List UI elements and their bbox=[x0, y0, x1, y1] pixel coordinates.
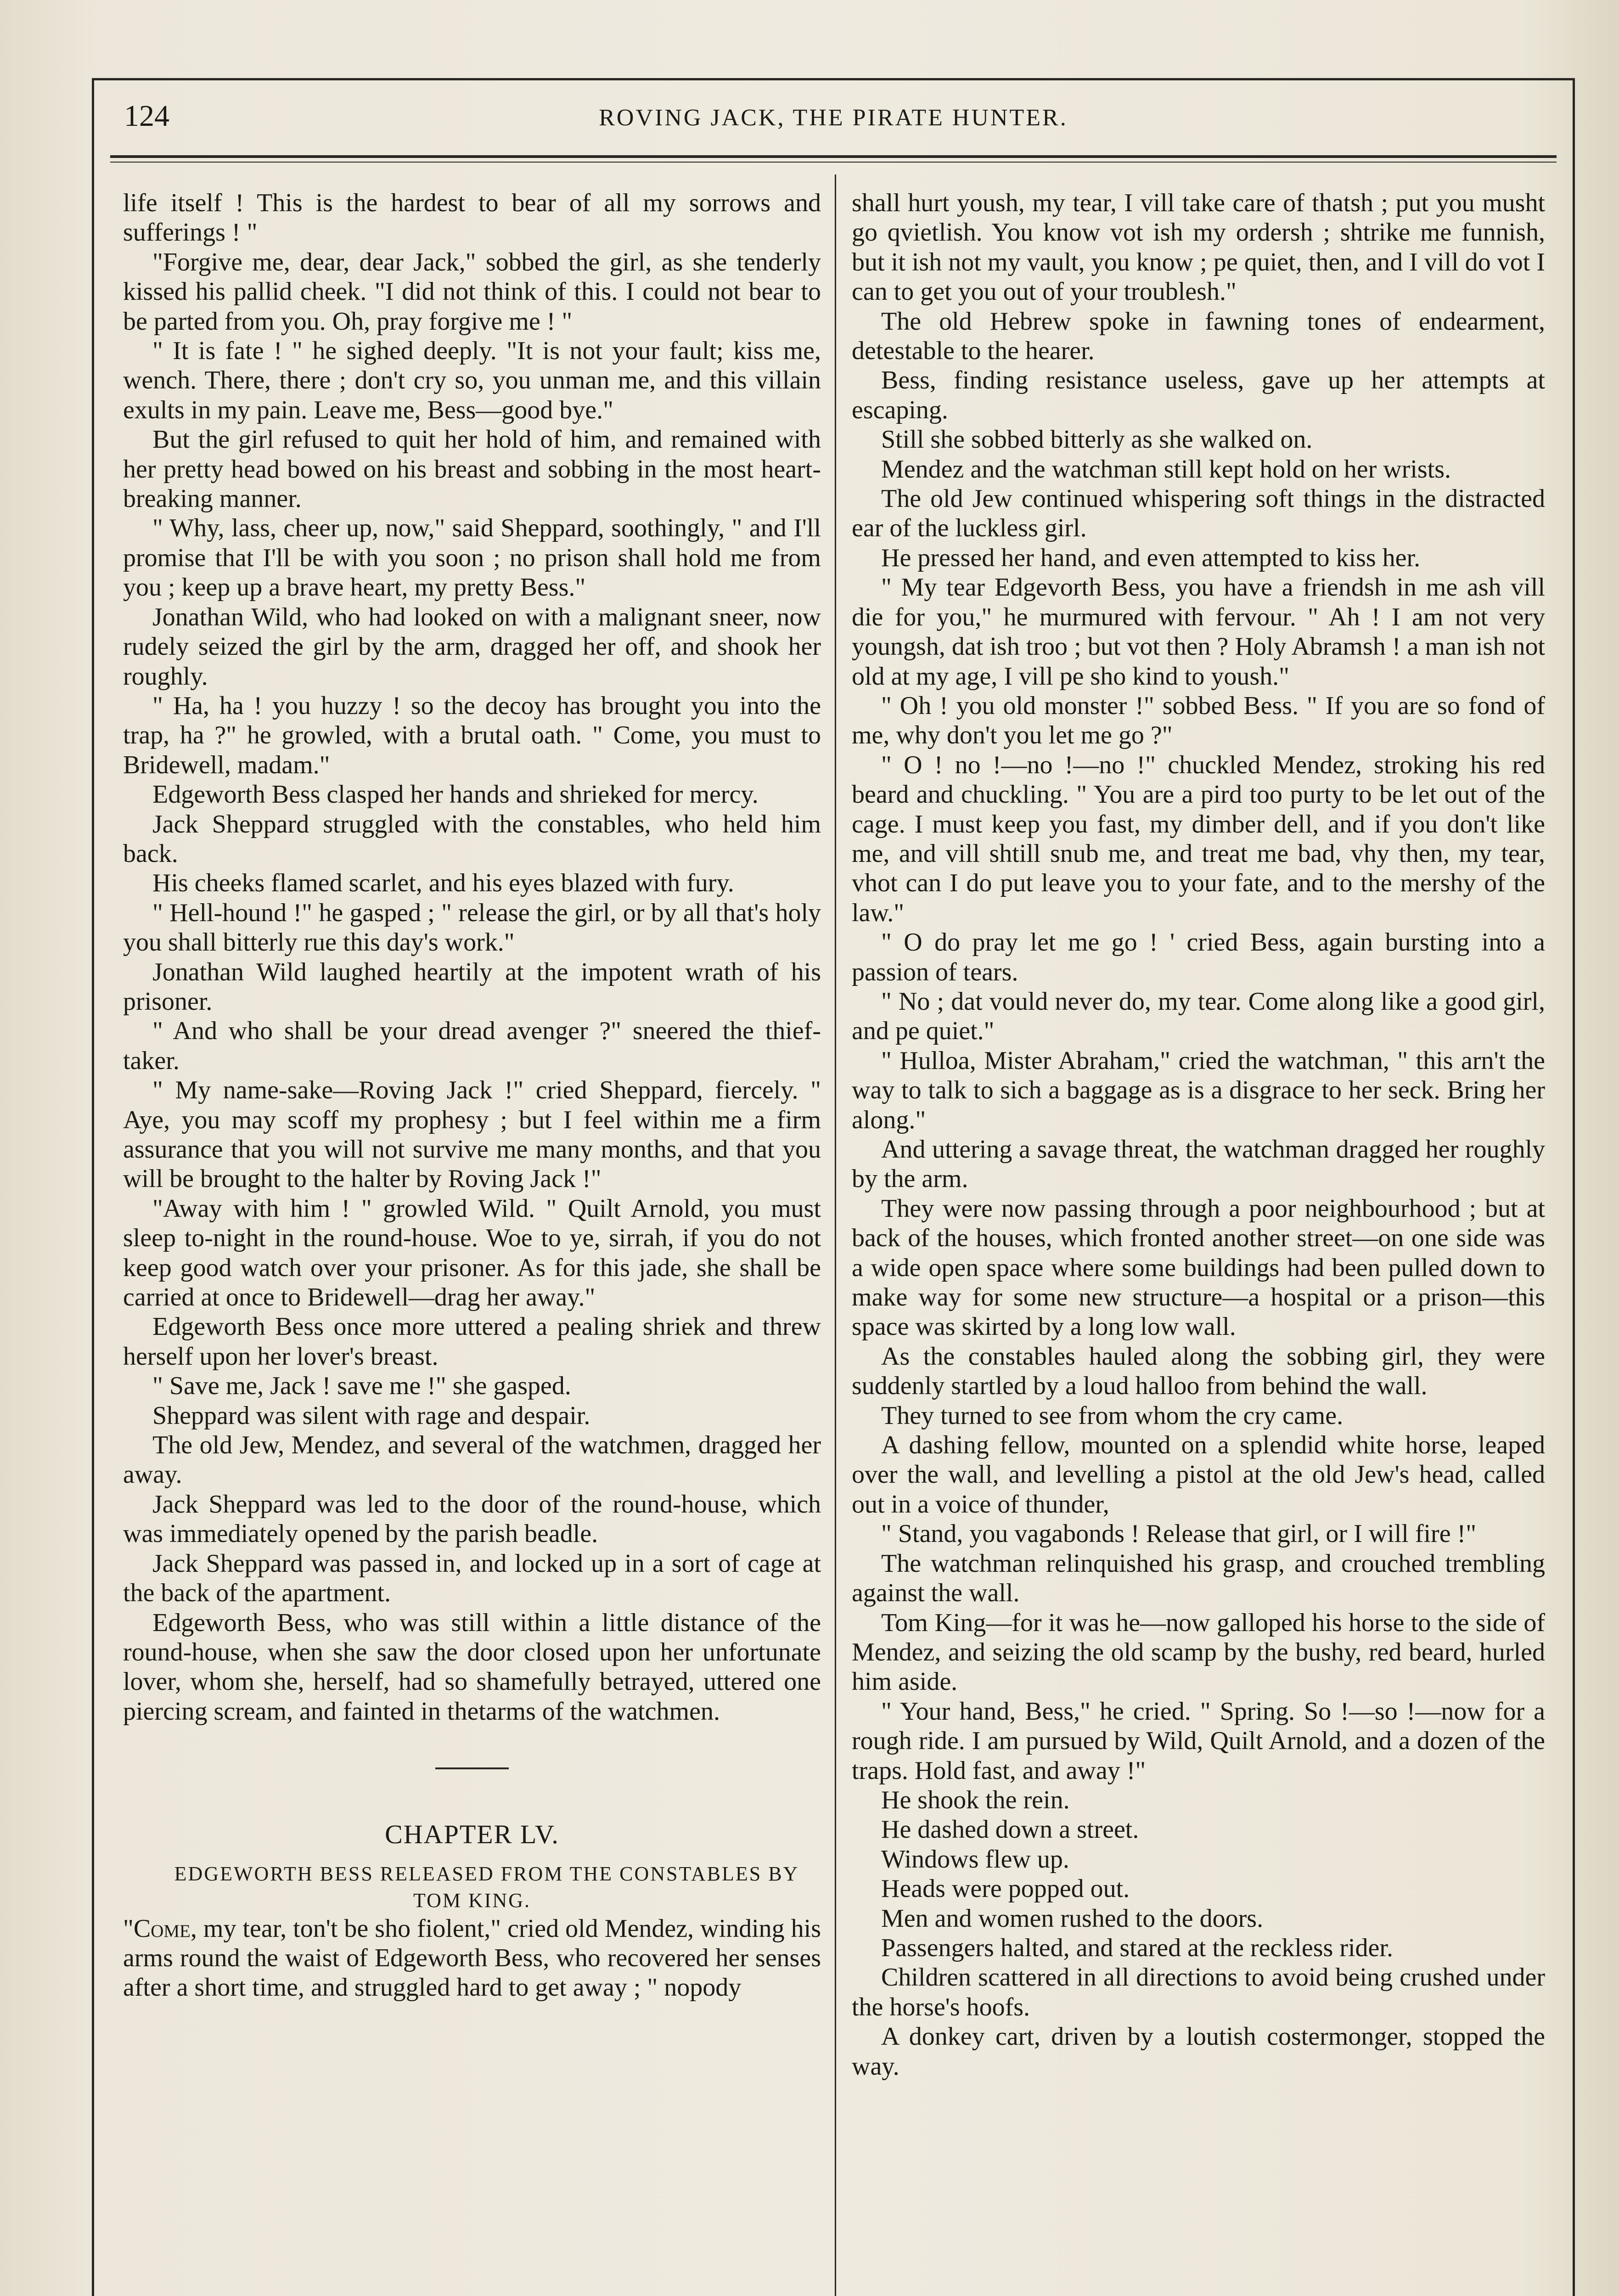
paragraph: Still she sobbed bitterly as she walked on. bbox=[881, 425, 1313, 454]
paragraph: Jonathan Wild, who had looked on with a malignant sneer, now rudely seized the girl by the arm, dragged her off, and shook her roughly. bbox=[123, 602, 821, 691]
paragraph: The old Jew continued whispering soft things in the distracted ear of the luckless girl. bbox=[852, 484, 1545, 543]
paragraph: The watchman relinquished his grasp, and crouched trembling against the wall. bbox=[852, 1549, 1545, 1608]
right-column bbox=[852, 188, 1545, 2081]
paragraph: Men and women rushed to the doors. bbox=[881, 1904, 1264, 1933]
section-ornament bbox=[435, 1767, 509, 1769]
paragraph: The old Jew, Mendez, and several of the watchmen, dragged her away. bbox=[123, 1431, 821, 1489]
paragraph: " My name-sake—Roving Jack !" cried Sheppard, fiercely. " Aye, you may scoff my prophesy ; but I feel within me a firm assurance that you will not survive me many months, and that you will be brought to the halter by Roving Jack !" bbox=[123, 1076, 821, 1193]
paragraph: He dashed down a street. bbox=[881, 1815, 1139, 1844]
paragraph: But the girl refused to quit her hold of him, and remained with her pretty head bowed on his breast and sobbing in the most heart-breaking manner. bbox=[123, 425, 821, 513]
chapter-opening-paragraph bbox=[123, 1914, 821, 2003]
paragraph: Edgeworth Bess once more uttered a pealing shriek and threw herself upon her lover's breast. bbox=[123, 1312, 821, 1371]
running-head: ROVING JACK, THE PIRATE HUNTER. bbox=[599, 105, 1068, 131]
paragraph: Passengers halted, and stared at the reckless rider. bbox=[881, 1933, 1393, 1962]
paragraph: " Your hand, Bess," he cried. " Spring. So !—so !—now for a rough ride. I am pursued by Wild, Quilt Arnold, and a dozen of the traps. Hold fast, and away !" bbox=[852, 1697, 1545, 1785]
paragraph: " Hell-hound !" he gasped ; " release the girl, or by all that's holy you shall bitterly rue this day's work." bbox=[123, 898, 821, 957]
paragraph: " Ha, ha ! you huzzy ! so the decoy has brought you into the trap, ha ?" he growled, with a brutal oath. " Come, you must to Bridewell, madam." bbox=[123, 691, 821, 779]
paragraph: The old Hebrew spoke in fawning tones of endearment, detestable to the hearer. bbox=[852, 307, 1545, 366]
paragraph: Children scattered in all directions to avoid being crushed under the horse's hoofs. bbox=[852, 1963, 1545, 2021]
paragraph: "Away with him ! " growled Wild. " Quilt Arnold, you must sleep to-night in the round-house. Woe to ye, sirrah, if you do not keep good watch over your prisoner. As for this jade, she shall be carried at once to Bridewell—drag her away." bbox=[123, 1194, 821, 1312]
paragraph: Bess, finding resistance useless, gave up her attempts at escaping. bbox=[852, 366, 1545, 424]
left-column bbox=[123, 188, 821, 2003]
paragraph: They turned to see from whom the cry came. bbox=[881, 1401, 1344, 1430]
paragraph: He pressed her hand, and even attempted to kiss her. bbox=[881, 543, 1421, 572]
chapter-subtitle: EDGEWORTH BESS RELEASED FROM THE CONSTABLES BY TOM KING. bbox=[174, 1862, 799, 1912]
paragraph: Windows flew up. bbox=[881, 1845, 1069, 1874]
paragraph: Tom King—for it was he—now galloped his horse to the side of Mendez, and seizing the old scamp by the bushy, red beard, hurled him aside. bbox=[852, 1608, 1545, 1696]
chapter-opening-word: "Come, bbox=[123, 1914, 197, 1943]
paragraph: A dashing fellow, mounted on a splendid white horse, leaped over the wall, and levelling a pistol at the old Jew's head, called out in a voice of thunder, bbox=[852, 1431, 1545, 1519]
chapter-opening-text: my tear, ton't be sho fiolent," cried old Mendez, winding his arms round the waist of Edgeworth Bess, who recovered her senses after a short time, and struggled hard to get away ; " nopody bbox=[123, 1914, 821, 2002]
header-rule-thin bbox=[110, 162, 1557, 163]
paragraph: "Forgive me, dear, dear Jack," sobbed the girl, as she tenderly kissed his pallid cheek. "I did not think of this. I could not bear to be parted from you. Oh, pray forgive me ! " bbox=[123, 248, 821, 336]
paragraph: " O ! no !—no !—no !" chuckled Mendez, stroking his red beard and chuckling. " You are a pird too purty to be let out of the cage. I must keep you fast, my dimber dell, and if you don't like me, and vill shtill snub me, and treat me bad, vhy then, my tear, vhot can I do put leave you to your fate, and to the mershy of the law." bbox=[852, 750, 1545, 927]
paragraph: " Oh ! you old monster !" sobbed Bess. " If you are so fond of me, why don't you let me go ?" bbox=[852, 691, 1545, 750]
paragraph: Jonathan Wild laughed heartily at the impotent wrath of his prisoner. bbox=[123, 957, 821, 1016]
paragraph: Mendez and the watchman still kept hold on her wrists. bbox=[881, 455, 1451, 484]
paragraph: A donkey cart, driven by a loutish costermonger, stopped the way. bbox=[852, 2022, 1545, 2081]
paragraph: Jack Sheppard struggled with the constables, who held him back. bbox=[123, 810, 821, 868]
paragraph: Sheppard was silent with rage and despair. bbox=[152, 1401, 590, 1430]
paragraph: " It is fate ! " he sighed deeply. "It is not your fault; kiss me, wench. There, there ; don't cry so, you unman me, and this villain exults in my pain. Leave me, Bess—good bye." bbox=[123, 337, 821, 424]
page-number: 124 bbox=[124, 99, 169, 133]
paragraph: " My tear Edgevorth Bess, you have a friendsh in me ash vill die for you," he murmured with fervour. " Ah ! I am not very youngsh, dat ish troo ; but vot then ? Holy Abramsh ! a man ish not old at my age, I vill pe sho kind to yoush." bbox=[852, 573, 1545, 691]
column-divider bbox=[835, 174, 836, 2296]
paragraph: " O do pray let me go ! ' cried Bess, again bursting into a passion of tears. bbox=[852, 928, 1545, 986]
paragraph: shall hurt yoush, my tear, I vill take care of thatsh ; put you musht go qvietlish. You know vot ish my ordersh ; shtrike me funnish, but it ish not my vault, you know ; pe quiet, then, and I vill do vot I can to get you out of your troublesh." bbox=[852, 189, 1545, 306]
paragraph: Edgeworth Bess clasped her hands and shrieked for mercy. bbox=[152, 780, 759, 809]
paragraph: " Save me, Jack ! save me !" she gasped. bbox=[152, 1372, 571, 1401]
header-rule bbox=[110, 155, 1557, 158]
paragraph: Jack Sheppard was passed in, and locked up in a sort of cage at the back of the apartment. bbox=[123, 1549, 821, 1608]
paragraph: " Stand, you vagabonds ! Release that girl, or I will fire !" bbox=[881, 1519, 1477, 1548]
paragraph: life itself ! This is the hardest to bear of all my sorrows and sufferings ! " bbox=[123, 189, 821, 247]
paragraph: As the constables hauled along the sobbing girl, they were suddenly startled by a loud halloo from behind the wall. bbox=[852, 1342, 1545, 1401]
paragraph: Edgeworth Bess, who was still within a little distance of the round-house, when she saw the door closed upon her unfortunate lover, whom she, herself, had so shamefully betrayed, uttered one piercing scream, and fainted in thetarms of the watchmen. bbox=[123, 1608, 821, 1726]
paragraph: And uttering a savage threat, the watchman dragged her roughly by the arm. bbox=[852, 1135, 1545, 1193]
paragraph: " No ; dat vould never do, my tear. Come along like a good girl, and pe quiet." bbox=[852, 987, 1545, 1046]
paragraph: His cheeks flamed scarlet, and his eyes blazed with fury. bbox=[152, 869, 734, 898]
paragraph: Heads were popped out. bbox=[881, 1874, 1130, 1903]
paragraph: They were now passing through a poor neighbourhood ; but at back of the houses, which fronted another street—on one side was a wide open space where some buildings had been pulled down to make way for some new structure—a hospital or a prison—this space was skirted by a long low wall. bbox=[852, 1194, 1545, 1341]
chapter-title: CHAPTER LV. bbox=[385, 1819, 559, 1850]
paragraph: " Hulloa, Mister Abraham," cried the watchman, " this arn't the way to talk to sich a baggage as is a disgrace to her seck. Bring her along." bbox=[852, 1046, 1545, 1134]
paragraph: He shook the rein. bbox=[881, 1785, 1070, 1814]
paragraph: Jack Sheppard was led to the door of the round-house, which was immediately opened by the parish beadle. bbox=[123, 1490, 821, 1548]
paragraph: " And who shall be your dread avenger ?" sneered the thief-taker. bbox=[123, 1017, 821, 1075]
paragraph: " Why, lass, cheer up, now," said Sheppard, soothingly, " and I'll promise that I'll be with you soon ; no prison shall hold me from you ; keep up a brave heart, my pretty Bess." bbox=[123, 514, 821, 602]
page-header bbox=[92, 94, 1575, 154]
